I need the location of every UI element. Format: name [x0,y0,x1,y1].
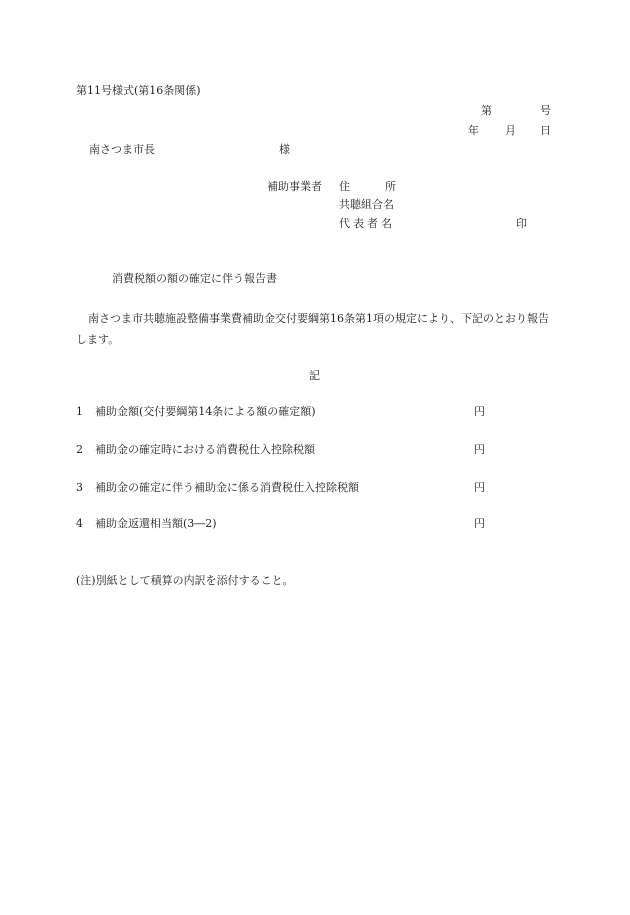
item-number: 2 [76,443,83,456]
item-unit: 円 [474,517,485,530]
document-title: 消費税額の額の確定に伴う報告書 [112,272,277,285]
attachment-note: (注)別紙として積算の内訳を添付すること。 [76,574,294,587]
address-label-part-1: 住 [339,180,350,193]
item-unit: 円 [474,481,485,494]
org-name-label: 共聴組合名 [339,198,394,211]
representative-name-label: 代表者名 [339,217,395,230]
item-number: 4 [76,517,83,530]
addressee-name: 南さつま市長 [89,143,155,156]
address-label-part-2: 所 [385,180,396,193]
applicant-role-label: 補助事業者 [267,180,322,193]
item-unit: 円 [474,443,485,456]
form-number-header: 第11号様式(第16条関係) [76,84,201,97]
item-number: 3 [76,481,83,494]
item-label: 補助金返還相当額(3―2) [95,517,217,530]
item-label: 補助金の確定に伴う補助金に係る消費税仕入控除税額 [95,481,359,494]
item-number: 1 [76,405,83,418]
date-day-label: 日 [540,124,551,137]
ki-label: 記 [309,369,320,382]
item-unit: 円 [474,405,485,418]
doc-number-suffix: 号 [540,104,551,117]
item-label: 補助金の確定時における消費税仕入控除税額 [95,443,315,456]
body-paragraph: 南さつま市共聴施設整備事業費補助金交付要綱第16条第1項の規定により、下記のとおり報告します。 [76,312,549,346]
item-label: 補助金額(交付要綱第14条による額の確定額) [95,405,316,418]
date-month-label: 月 [505,124,516,137]
seal-label: 印 [516,217,527,230]
addressee-honorific: 様 [279,143,290,156]
date-year-label: 年 [468,124,479,137]
doc-number-prefix: 第 [481,104,492,117]
